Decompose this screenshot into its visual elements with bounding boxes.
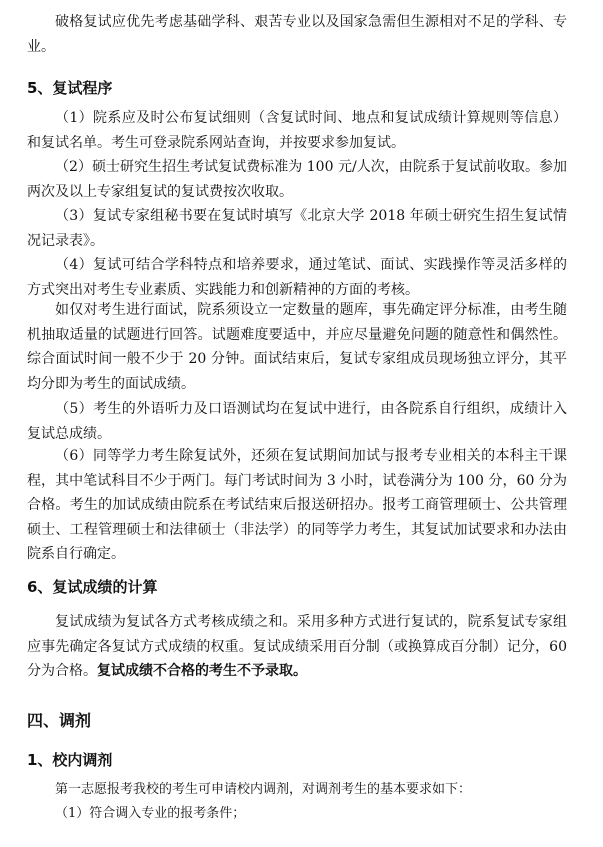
section-5-paragraph-6: （5）考生的外语听力及口语测试均在复试中进行，由各院系自行组织，成绩计入复试总成绩。 [27,401,567,442]
section-1-heading: 1、校内调剂 [27,751,113,769]
section-5-paragraph-3: （3）复试专家组秘书要在复试时填写《北京大学 2018 年硕士研究生招生复试情况记录表》。 [27,208,567,249]
section-1-paragraph-1: 第一志愿报考我校的考生可申请校内调剂，对调剂考生的基本要求如下： [55,782,472,797]
section-6-bold-text: 复试成绩不合格的考生不予录取。 [97,663,307,680]
section-6-text: 复试成绩为复试各方式考核成绩之和。采用多种方式进行复试的，院系复试专家组应事先确定各复试方式成绩的权重。复试成绩采用百分制（或换算成百分制）记分，60分为合格。 [27,614,567,680]
chapter-4-heading: 四、调剂 [27,711,92,730]
section-6-heading: 6、复试成绩的计算 [27,578,158,596]
section-5-paragraph-4: （4）复试可结合学科特点和培养要求，通过笔试、面试、实践操作等灵活多样的方式突出对考生专业素质、实践能力和创新精神的方面的考核。 [27,257,567,298]
section-6-paragraph [27,610,567,684]
section-5-paragraph-5: 如仅对考生进行面试，院系须设立一定数量的题库，事先确定评分标准，由考生随机抽取适量的试题进行回答。试题难度要适中，并应尽量避免问题的随意性和偶然性。综合面试时间一般不少于 20 分钟。面试结束后，复试专家组成员现场独立评分，其平均分即为考生的面试成绩。 [27,302,567,392]
section-5-paragraph-2: （2）硕士研究生招生考试复试费标准为 100 元/人次，由院系于复试前收取。参加两次及以上专家组复试的复试费按次收取。 [27,159,567,200]
intro-paragraph: 破格复试应优先考虑基础学科、艰苦专业以及国家急需但生源相对不足的学科、专业。 [27,14,567,55]
section-1-paragraph-2: （1）符合调入专业的报考条件； [55,806,246,821]
section-5-paragraph-7: （6）同等学力考生除复试外，还须在复试期间加试与报考专业相关的本科主干课程，其中笔试科目不少于两门。每门考试时间为 3 小时，试卷满分为 100 分，60 分为合格。考生的加试成绩由院系在考试结束后报送研招办。报考工商管理硕士、公共管理硕士、工程管理硕士和法律硕士（非法学）的同等学力考生，其复试加试要求和办法由院系自行确定。 [27,448,567,563]
section-5-paragraph-1: （1）院系应及时公布复试细则（含复试时间、地点和复试成绩计算规则等信息）和复试名单。考生可登录院系网站查询，并按要求参加复试。 [27,110,567,151]
section-5-heading: 5、复试程序 [27,79,113,97]
